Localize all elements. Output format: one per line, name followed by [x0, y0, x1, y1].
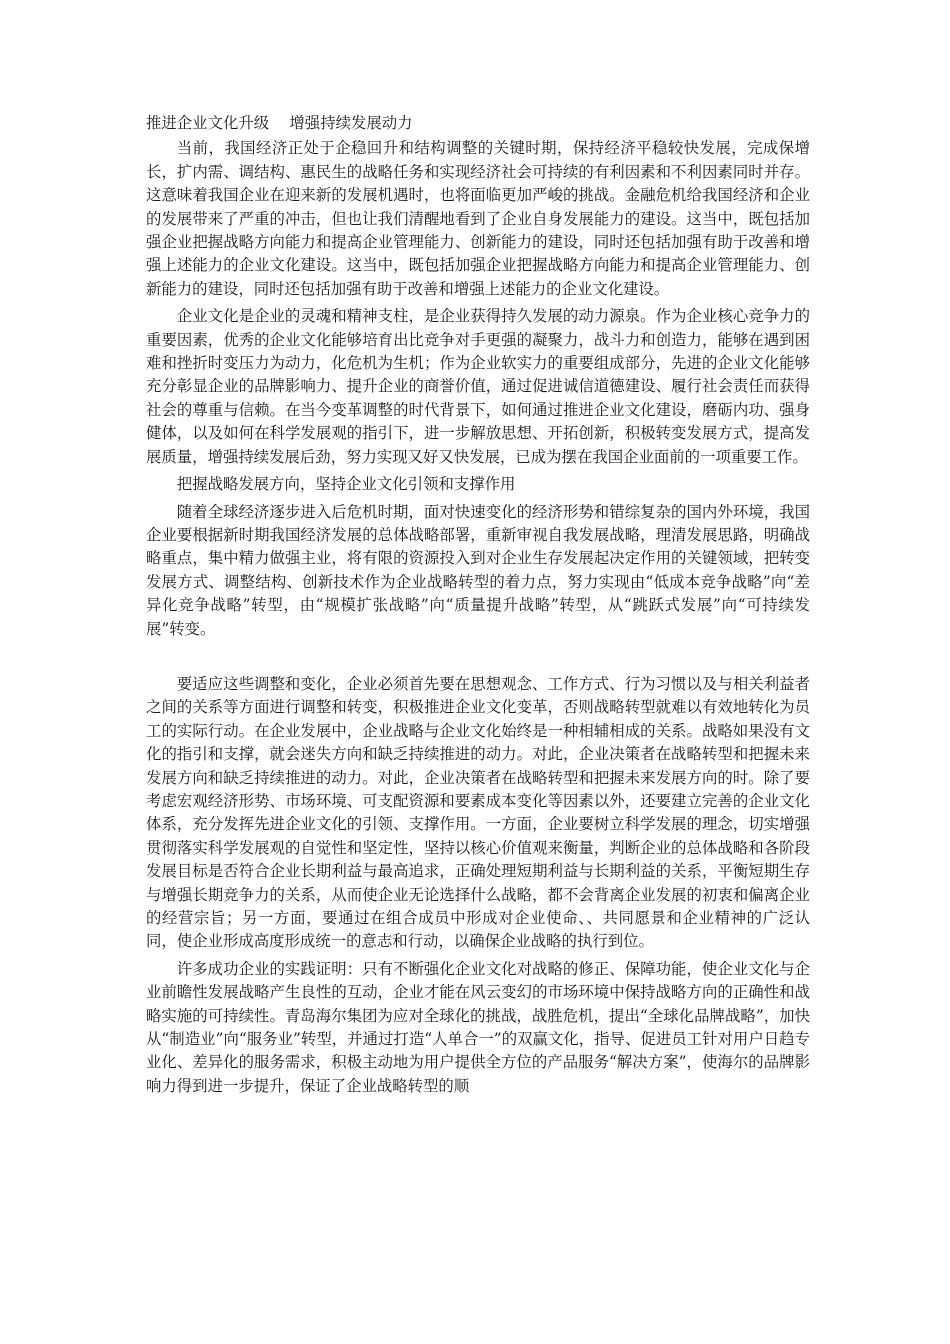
- paragraph-post-crisis: 随着全球经济逐步进入后危机时期，面对快速变化的经济形势和错综复杂的国内外环境，我国企业要根据新时期我国经济发展的总体战略部署，重新审视自我发展战略，理清发展思路，明确战略重点，集中精力做强主业，将有限的资源投入到对企业生存发展起决定作用的关键领域，把转变发展方式、调整结构、创新技术作为企业战略转型的着力点，努力实现由“低成本竞争战略”向“差异化竞争战略”转型，由“规模扩张战略”向“质量提升战略”转型，从“跳跃式发展”向“可持续发展”转变。: [146, 502, 810, 638]
- section-heading-strategy: 把握战略发展方向，坚持企业文化引领和支撑作用: [176, 475, 516, 494]
- paragraph-culture-soul: 企业文化是企业的灵魂和精神支柱，是企业获得持久发展的动力源泉。作为企业核心竞争力的重要因素，优秀的企业文化能够培育出比竞争对手更强的凝聚力，战斗力和创造力，能够在遇到困难和挫折时变压力为动力，化危机为生机；作为企业软实力的重要组成部分，先进的企业文化能够充分彰显企业的品牌影响力、提升企业的商誉价值，通过促进诚信道德建设、履行社会责任而获得社会的尊重与信赖。在当今变革调整的时代背景下，如何通过推进企业文化建设，磨砺内功、强身健体，以及如何在科学发展观的指引下，进一步解放思想、开拓创新，积极转变发展方式，提高发展质量，增强持续发展后劲，努力实现又好又快发展，已成为摆在我国企业面前的一项重要工作。: [146, 307, 810, 466]
- paragraph-haier-example: 许多成功企业的实践证明：只有不断强化企业文化对战略的修正、保障功能，使企业文化与企业前瞻性发展战略产生良性的互动，企业才能在风云变幻的市场环境中保持战略方向的正确性和战略实施的可持续性。青岛海尔集团为应对全球化的挑战，战胜危机，提出“全球化品牌战略”，加快从“制造业”向“服务业”转型，并通过打造“人单合一”的双赢文化，指导、促进员工针对用户日趋专业化、差异化的服务需求，积极主动地为用户提供全方位的产品服务“解决方案”，使海尔的品牌影响力得到进一步提升，保证了企业战略转型的顺: [146, 959, 810, 1095]
- paragraph-intro: 当前，我国经济正处于企稳回升和结构调整的关键时期，保持经济平稳较快发展，完成保增长，扩内需、调结构、惠民生的战略任务和实现经济社会可持续的有利因素和不利因素同时并存。这意味着我国企业在迎来新的发展机遇时，也将面临更加严峻的挑战。金融危机给我国经济和企业的发展带来了严重的冲击，但也让我们清醒地看到了企业自身发展能力的建设。这当中，既包括加强企业把握战略方向能力和提高企业管理能力、创新能力的建设，同时还包括加强有助于改善和增强上述能力的企业文化建设。这当中，既包括加强企业把握战略方向能力和提高企业管理能力、创新能力的建设，同时还包括加强有助于改善和增强上述能力的企业文化建设。: [146, 139, 810, 298]
- document-body: [146, 112, 810, 1102]
- blank-line: [146, 645, 810, 673]
- paragraph-adapt-change: 要适应这些调整和变化，企业必须首先要在思想观念、工作方式、行为习惯以及与相关利益者之间的关系等方面进行调整和转变，积极推进企业文化变革，否则战略转型就难以有效地转化为员工的实际行动。在企业发展中，企业战略与企业文化始终是一种相辅相成的关系。战略如果没有文化的指引和支撑，就会迷失方向和缺乏持续推进的动力。对此，企业决策者在战略转型和把握未来发展方向和缺乏持续推进的动力。对此，企业决策者在战略转型和把握未来发展方向的时。除了要考虑宏观经济形势、市场环境、可支配资源和要素成本变化等因素以外，还要建立完善的企业文化体系，充分发挥先进企业文化的引领、支撑作用。一方面，企业要树立科学发展的理念，切实增强贯彻落实科学发展观的自觉性和坚定性，坚持以核心价值观来衡量，判断企业的总体战略和各阶段发展目标是否符合企业长期利益与最高追求，正确处理短期利益与长期利益的关系，平衡短期生存与增强长期竞争力的关系，从而使企业无论选择什么战略，都不会背离企业发展的初衷和偏离企业的经营宗旨；另一方面，要通过在组合成员中形成对企业使命、、共同愿景和企业精神的广泛认同，使企业形成高度形成统一的意志和行动，以确保企业战略的执行到位。: [146, 674, 810, 951]
- document-title: 推进企业文化升级 增强持续发展动力: [146, 114, 413, 132]
